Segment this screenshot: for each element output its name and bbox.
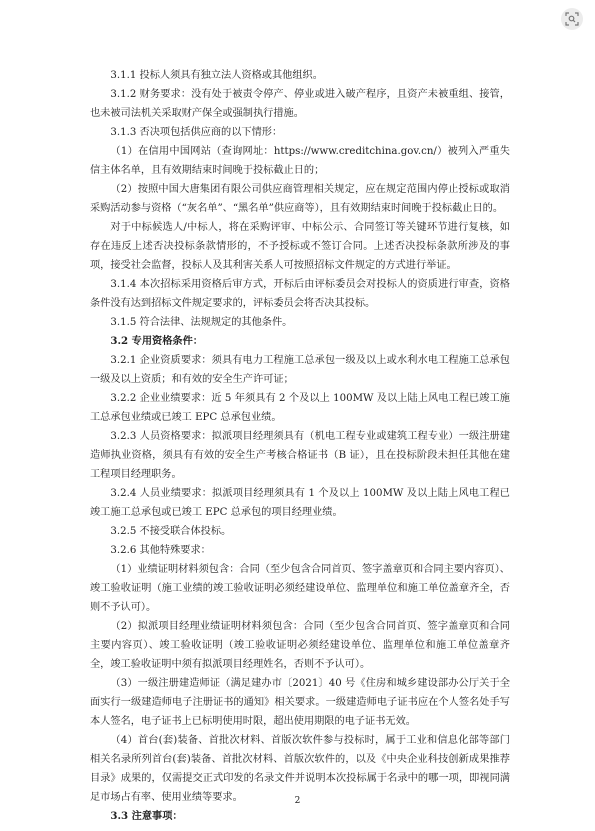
clause-3-2-6-item-3: （3）一级注册建造师证（满足建办市〔2021〕40 号《住房和城乡建设部办公厅关于全面实行一级建造师电子注册证书的通知》相关要求。一级建造师电子证书应在个人签名处手写本人签名，电子证书上已标明使用时限，超出使用期限的电子证书无效。: [90, 678, 510, 727]
clause-3-1-1: 3.1.1 投标人须具有独立法人资格或其他组织。: [110, 70, 323, 81]
clause-3-1-5: 3.1.5 符合法律、法规规定的其他条件。: [110, 317, 293, 328]
clause-3-2-6-item-1: （1）业绩证明材料须包含：合同（至少包含合同首页、签字盖章页和合同主要内容页）、竣工验收证明（施工业绩的竣工验收证明必须经建设单位、监理单位和施工单位盖章齐全，否则不予认可）。: [90, 564, 510, 613]
image-search-icon: [565, 12, 579, 26]
image-search-button[interactable]: [561, 8, 583, 30]
review-paragraph: 对于中标候选人/中标人，将在采购评审、中标公示、合同签订等关键环节进行复核，如存在违反上述否决投标条款情形的，不予授标或不签订合同。上述否决投标条款所涉及的事项，接受社会监督，投标人及其利害关系人可按照招标文件规定的方式进行举证。: [90, 222, 510, 271]
clause-3-1-2: 3.1.2 财务要求：没有处于被责令停产、停业或进入破产程序，且资产未被重组、接管，也未被司法机关采取财产保全或强制执行措施。: [90, 89, 510, 119]
clause-3-1-3-item-1: （1）在信用中国网站（查询网址：https://www.creditchina.gov.cn/）被列入严重失信主体名单，且有效期结束时间晚于投标截止日的；: [90, 146, 510, 176]
clause-3-2-3: 3.2.3 人员资格要求：拟派项目经理须具有（机电工程专业或建筑工程专业）一级注册建造师执业资格，须具有有效的安全生产考核合格证书（B 证），且在投标阶段未担任其他在建工程项目经理职务。: [90, 431, 510, 480]
clause-3-2-1: 3.2.1 企业资质要求：须具有电力工程施工总承包一级及以上或水利水电工程施工总承包一级及以上资质；和有效的安全生产许可证；: [90, 355, 510, 385]
page-number: 2: [294, 796, 301, 806]
body-text: [90, 66, 510, 826]
clause-3-2-6: 3.2.6 其他特殊要求：: [110, 545, 211, 556]
clause-3-1-4: 3.1.4 本次招标采用资格后审方式，开标后由评标委员会对投标人的资质进行审查，资格条件没有达到招标文件规定要求的，评标委员会将否决其投标。: [90, 279, 510, 309]
clause-3-2-6-item-2: （2）拟派项目经理业绩证明材料须包含：合同（至少包含合同首页、签字盖章页和合同主要内容页）、竣工验收证明（竣工验收证明必须经建设单位、监理单位和施工单位盖章齐全，竣工验收证明中须有拟派项目经理姓名，否则不予认可）。: [90, 621, 510, 670]
clause-3-2-5: 3.2.5 不接受联合体投标。: [110, 526, 232, 537]
clause-3-2-6-item-4: （4）首台(套)装备、首批次材料、首版次软件参与投标时，属于工业和信息化部等部门相关名录所列首台(套)装备、首批次材料、首版次软件的，以及《中央企业科技创新成果推荐目录》成果的，仅需提交正式印发的名录文件并说明本次投标属于名录中的哪一项，即视同满足市场占有率、使用业绩等要求。: [90, 735, 510, 803]
clause-3-1-3-item-2: （2）按照中国大唐集团有限公司供应商管理相关规定，应在规定范围内停止授标或取消采购活动参与资格（“灰名单”、“黑名单”供应商等），且有效期结束时间晚于投标截止日的。: [90, 184, 510, 214]
clause-3-2-4: 3.2.4 人员业绩要求：拟派项目经理须具有 1 个及以上 100MW 及以上陆上风电工程已竣工施工总承包或已竣工 EPC 总承包的项目经理业绩。: [90, 488, 510, 518]
clause-3-2-2: 3.2.2 企业业绩要求：近 5 年须具有 2 个及以上 100MW 及以上陆上风电工程已竣工施工总承包业绩或已竣工 EPC 总承包业绩。: [90, 393, 510, 423]
heading-3-3: 3.3 注意事项：: [110, 810, 183, 822]
clause-3-1-3: 3.1.3 否决项包括供应商的以下情形：: [110, 127, 283, 138]
heading-3-2: 3.2 专用资格条件：: [110, 335, 203, 347]
